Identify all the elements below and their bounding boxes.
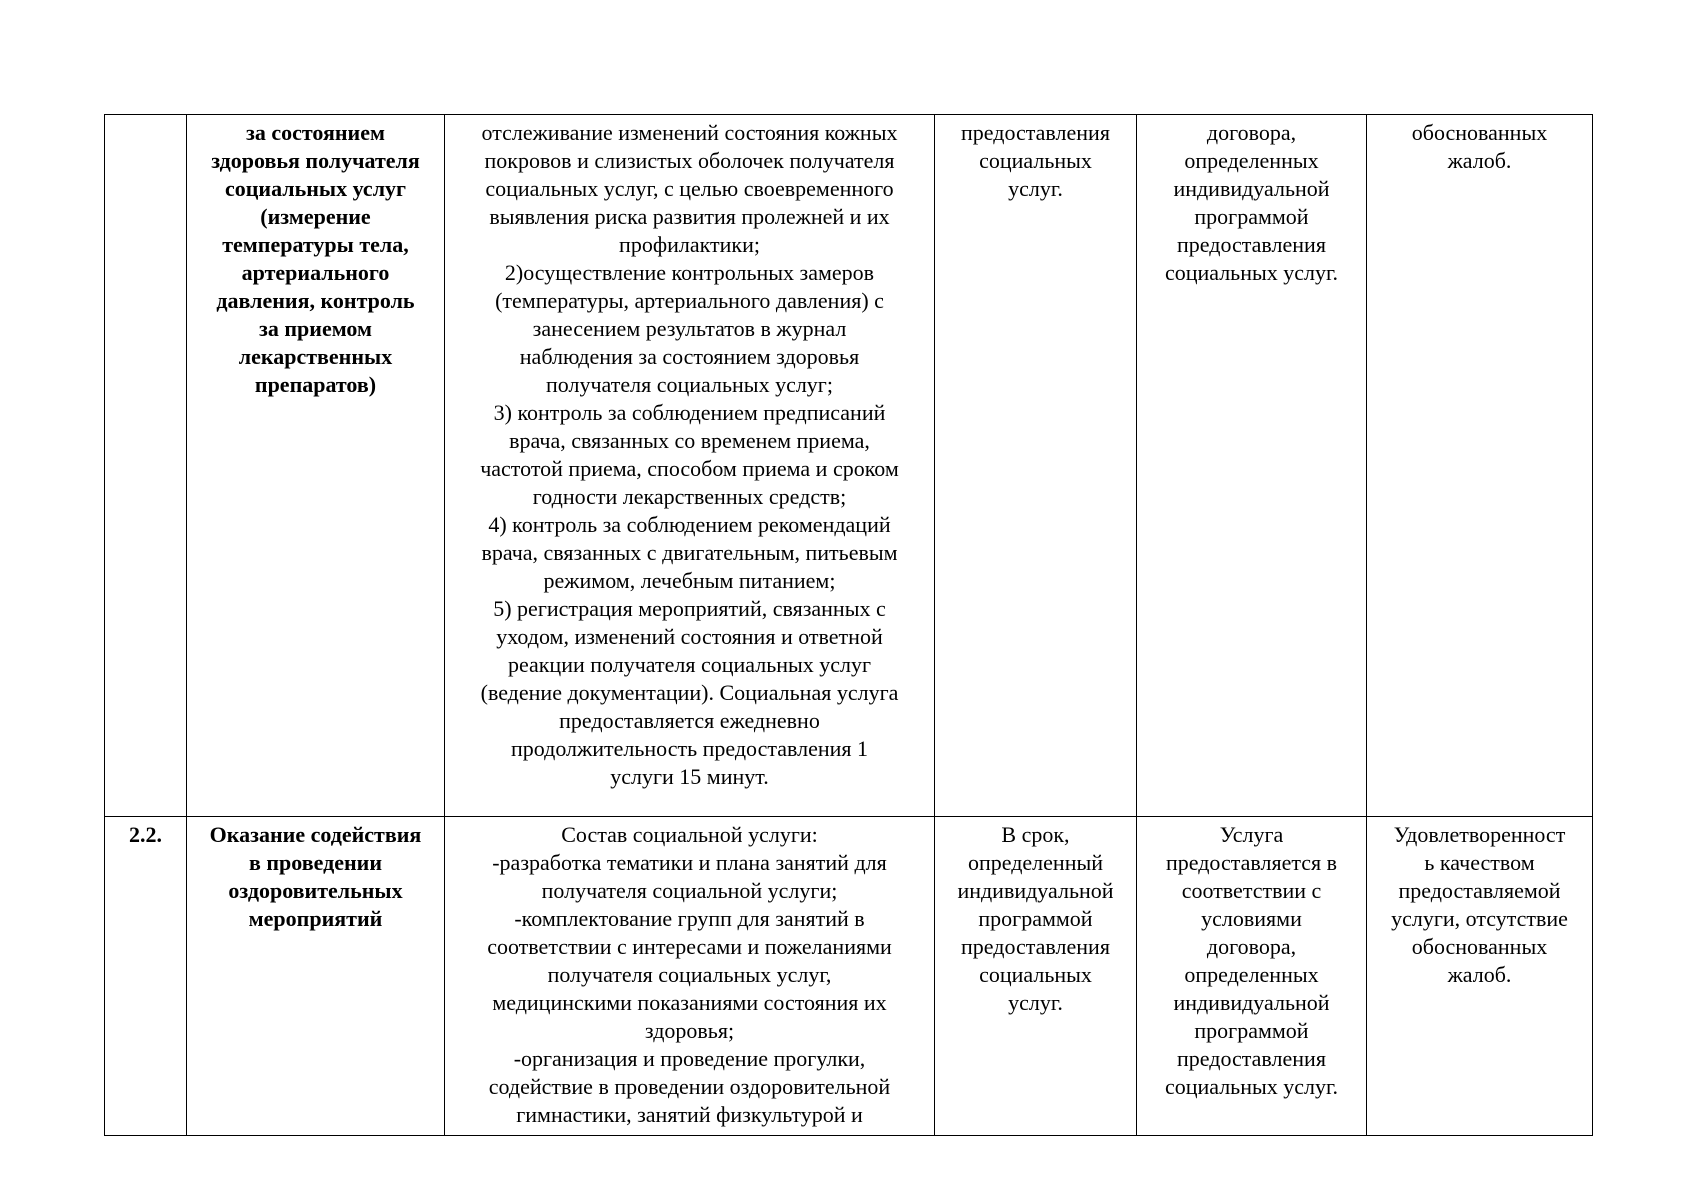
cell-text-line: договора, (1206, 934, 1297, 959)
cell-text-line: годности лекарственных средств; (532, 484, 847, 509)
cell-text-line: соответствии с интересами и пожеланиями (487, 934, 892, 959)
cell-text-line: получателя социальной услуги; (541, 878, 838, 903)
cell-text-line: индивидуальной (957, 878, 1114, 903)
cell-text-line: содействие в проведении оздоровительной (488, 1074, 891, 1099)
cell-text-line: обоснованных (1411, 934, 1548, 959)
services-table (104, 114, 1593, 1136)
cell-text-line: социальных (979, 148, 1092, 173)
cell-text-line: программой (978, 906, 1093, 931)
cell-text-line: жалоб. (1447, 962, 1512, 987)
cell-text-line: занесением результатов в журнал (532, 316, 847, 341)
cell-text-line: определенных (1184, 148, 1319, 173)
cell-text-line: частотой приема, способом приема и сроком (480, 456, 899, 481)
row-number-cell (105, 115, 187, 817)
cell-text-line: предоставления (961, 934, 1110, 959)
cell-text-line: выявления риска развития пролежней и их (489, 204, 890, 229)
cell-text-line: услуг. (1008, 990, 1063, 1015)
service-term-cell (935, 115, 1137, 817)
cell-text-line: Состав социальной услуги: (561, 822, 818, 847)
cell-text-line: условиями (1201, 906, 1302, 931)
cell-text-line: мероприятий (248, 906, 383, 931)
cell-text-line: индивидуальной (1173, 990, 1330, 1015)
cell-text-line: оздоровительных (228, 878, 403, 903)
service-quality-cell (1367, 115, 1593, 817)
cell-text-line: социальных услуг. (1164, 260, 1339, 285)
service-conditions-cell (1137, 817, 1367, 1136)
cell-text-line: предоставляемой (1398, 878, 1561, 903)
service-name-cell (187, 817, 445, 1136)
table-row (105, 817, 1593, 1136)
cell-text-line: продолжительность предоставления 1 (510, 736, 869, 761)
cell-text-line: ь качеством (1424, 850, 1535, 875)
service-conditions-cell (1137, 115, 1367, 817)
cell-text-line: 2)осуществление контрольных замеров (504, 260, 875, 285)
service-name-cell (187, 115, 445, 817)
cell-text-line: (ведение документации). Социальная услуга (480, 680, 899, 705)
cell-text-line: температуры тела, (222, 232, 409, 257)
cell-text-line: услуги 15 минут. (610, 764, 769, 789)
cell-text-line: предоставляется ежедневно (559, 708, 820, 733)
cell-text-line: определенных (1184, 962, 1319, 987)
cell-text-line: артериального (241, 260, 390, 285)
service-term-cell (935, 817, 1137, 1136)
cell-text-line: 4) контроль за соблюдением рекомендаций (488, 512, 891, 537)
cell-text-line: наблюдения за состоянием здоровья (519, 344, 860, 369)
cell-text-line: отслеживание изменений состояния кожных (481, 120, 898, 145)
cell-text-line: (температуры, артериального давления) с (495, 288, 884, 313)
cell-text-line: получателя социальных услуг, (547, 962, 832, 987)
cell-text-line: жалоб. (1447, 148, 1512, 173)
cell-text-line: реакции получателя социальных услуг (507, 652, 872, 677)
cell-text-line: -комплектование групп для занятий в (514, 906, 865, 931)
cell-text-line: социальных (979, 962, 1092, 987)
cell-text-line: соответствии с (1181, 878, 1322, 903)
cell-text-line: лекарственных (238, 344, 393, 369)
cell-text-line: здоровья; (644, 1018, 735, 1043)
cell-text-line: врача, связанных с двигательным, питьевым (481, 540, 898, 565)
cell-text-line: Оказание содействия (209, 822, 422, 847)
cell-text-line: 3) контроль за соблюдением предписаний (493, 400, 886, 425)
row-number-cell (105, 817, 187, 1136)
cell-text-line: (измерение (260, 204, 371, 229)
cell-text-line: договора, (1206, 120, 1297, 145)
table-row (105, 115, 1593, 817)
cell-text-line: за состоянием (246, 120, 385, 145)
row-number: 2.2. (129, 822, 162, 847)
table-body (105, 115, 1593, 1136)
cell-text-line: индивидуальной (1173, 176, 1330, 201)
cell-text-line: медицинскими показаниями состояния их (492, 990, 887, 1015)
cell-text-line: Удовлетворенност (1393, 822, 1566, 847)
cell-text-line: услуги, отсутствие (1391, 906, 1568, 931)
cell-text-line: уходом, изменений состояния и ответной (496, 624, 883, 649)
cell-text-line: социальных услуг (224, 176, 407, 201)
service-quality-cell (1367, 817, 1593, 1136)
cell-text-line: Услуга (1219, 822, 1284, 847)
cell-text-line: врача, связанных со временем приема, (509, 428, 870, 453)
cell-text-line: предоставления (1177, 232, 1326, 257)
service-description-cell (445, 817, 935, 1136)
cell-text-line: обоснованных (1411, 120, 1548, 145)
cell-text-line: В срок, (1001, 822, 1070, 847)
cell-text-line: профилактики; (619, 232, 760, 257)
cell-text-line: 5) регистрация мероприятий, связанных с (493, 596, 886, 621)
cell-text-line: в проведении (248, 850, 383, 875)
cell-text-line: -разработка тематики и плана занятий для (492, 850, 887, 875)
cell-text-line: программой (1194, 1018, 1309, 1043)
cell-text-line: социальных услуг, с целью своевременного (485, 176, 894, 201)
cell-text-line: давления, контроль (216, 288, 415, 313)
cell-text-line: здоровья получателя (211, 148, 420, 173)
cell-text-line: препаратов) (254, 372, 377, 397)
cell-text-line: получателя социальных услуг; (546, 372, 833, 397)
service-description-cell (445, 115, 935, 817)
cell-text-line: определенный (967, 850, 1104, 875)
cell-text-line: за приемом (259, 316, 372, 341)
cell-text-line: предоставления (961, 120, 1110, 145)
cell-text-line: социальных услуг. (1164, 1074, 1339, 1099)
cell-text-line: программой (1194, 204, 1309, 229)
cell-text-line: покровов и слизистых оболочек получателя (484, 148, 895, 173)
cell-text-line: режимом, лечебным питанием; (543, 568, 836, 593)
cell-text-line: предоставляется в (1165, 850, 1337, 875)
cell-text-line: -организация и проведение прогулки, (513, 1046, 866, 1071)
cell-text-line: гимнастики, занятий физкультурой и (516, 1102, 863, 1127)
cell-text-line: предоставления (1177, 1046, 1326, 1071)
cell-text-line: услуг. (1008, 176, 1063, 201)
